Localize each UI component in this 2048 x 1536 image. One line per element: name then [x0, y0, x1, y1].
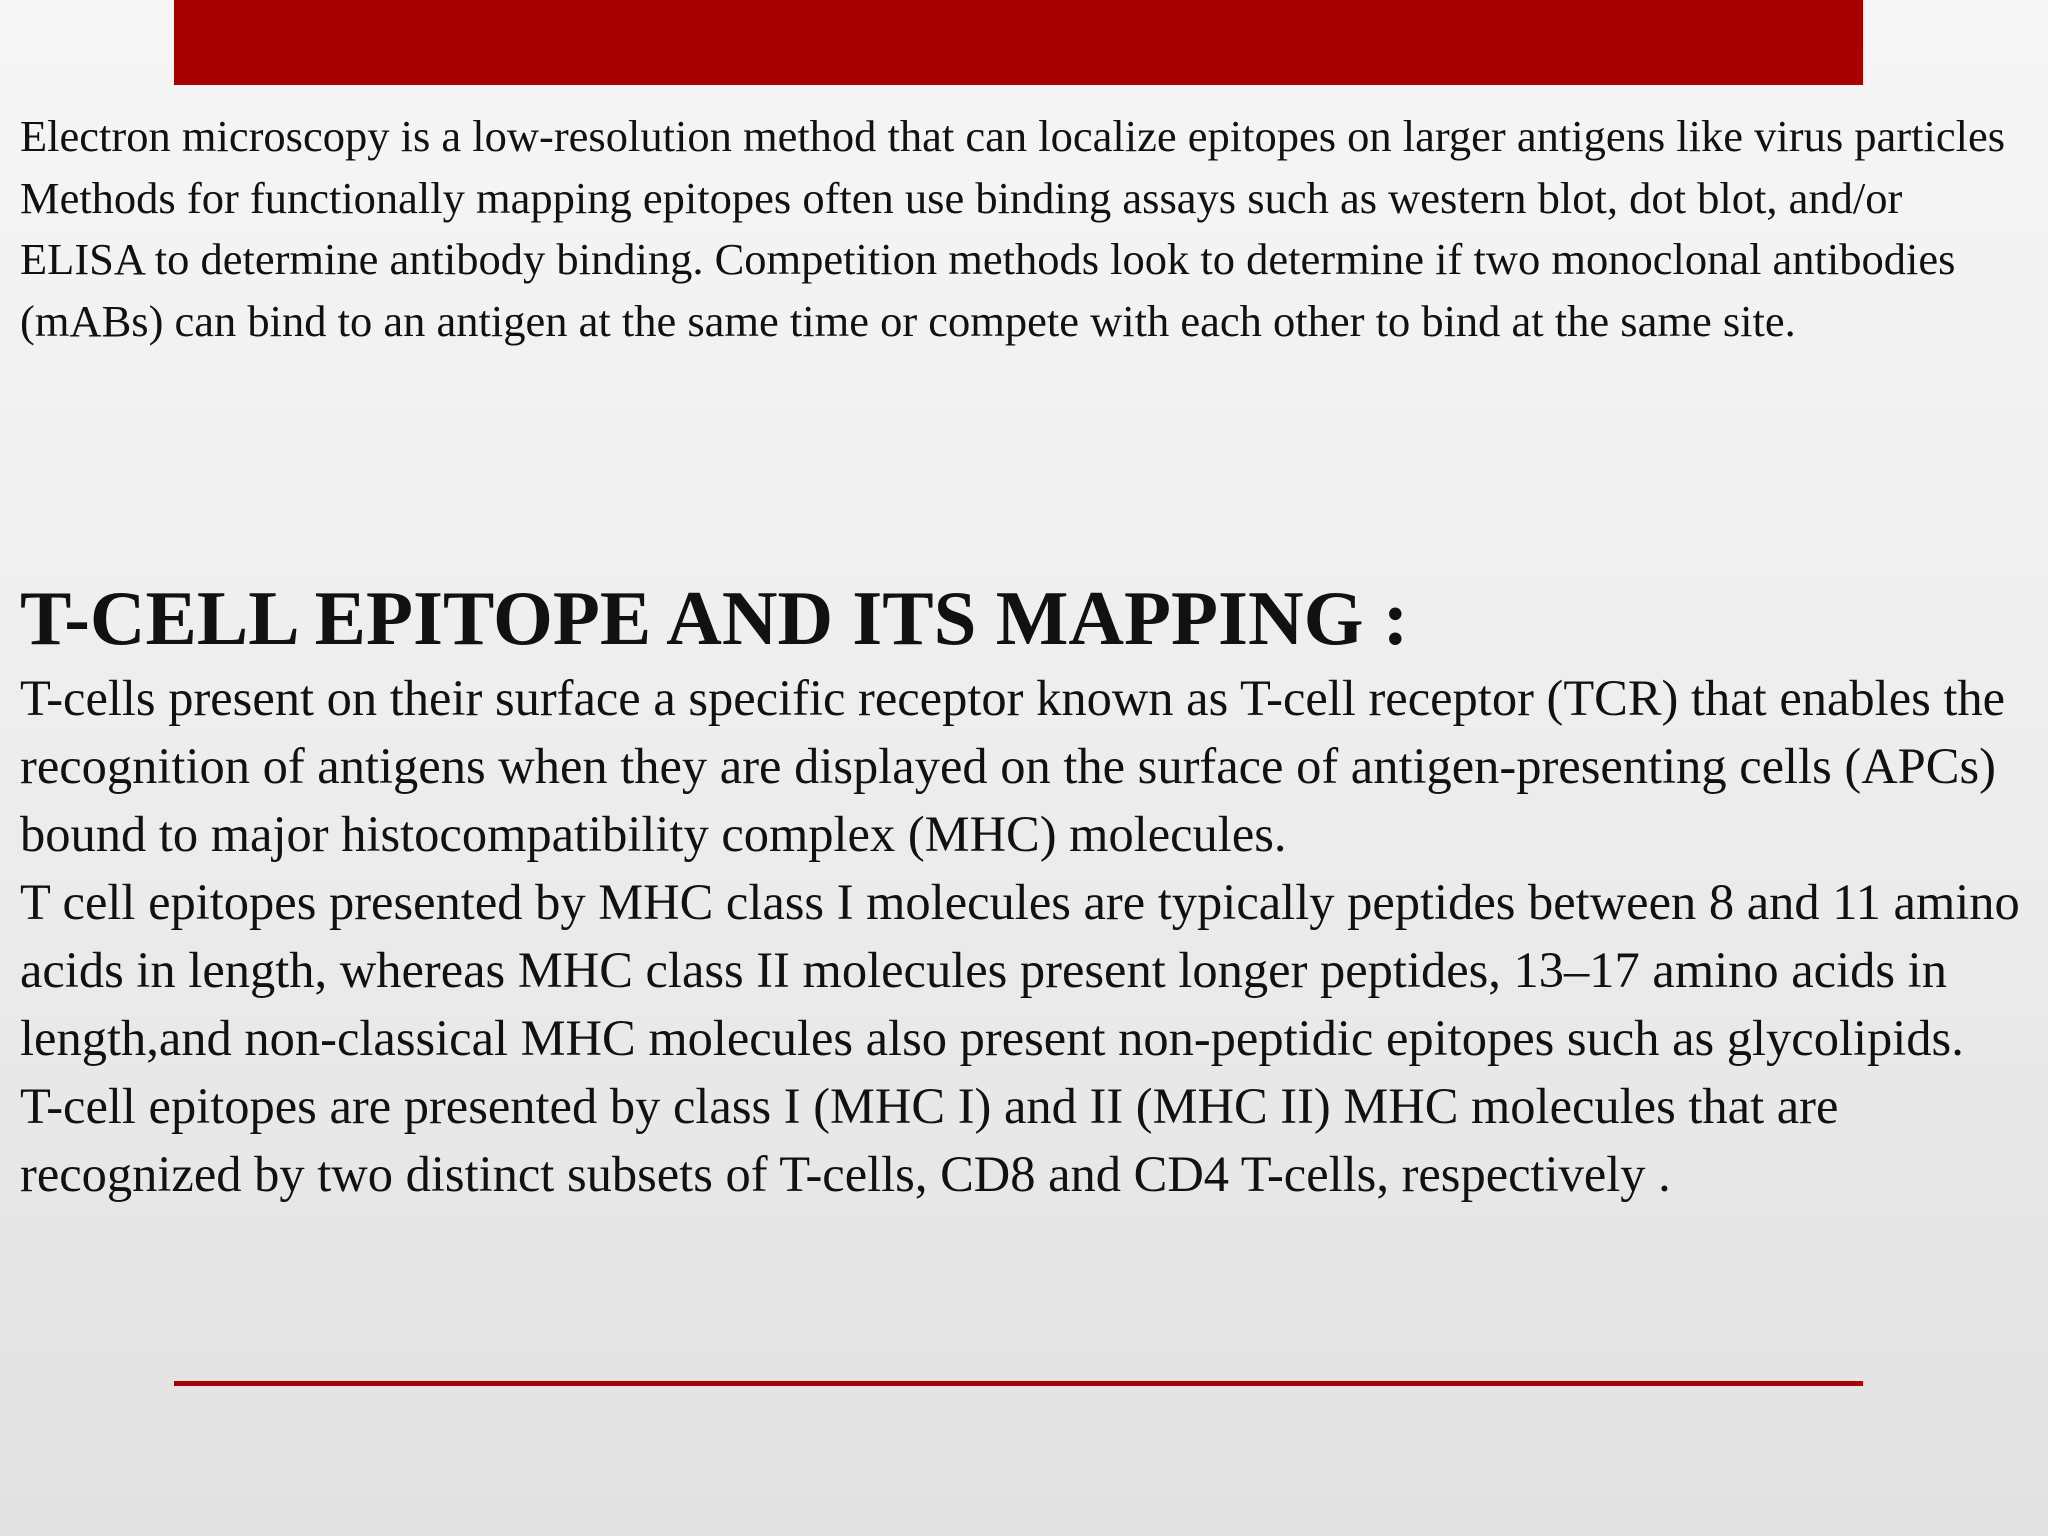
- body-paragraph-t-cell-subsets: T-cell epitopes are presented by class I (MHC I) and II (MHC II) MHC molecules that are recognized by two distinct subsets of T-cells, CD8 and CD4 T-cells, respectively .: [20, 1078, 1839, 1202]
- intro-paragraph-electron-microscopy: Electron microscopy is a low-resolution method that can localize epitopes on larger antigens like virus particles: [20, 111, 2006, 161]
- body-paragraph-tcr: T-cells present on their surface a specific receptor known as T-cell receptor (TCR) that enables the recognition of antigens when they are displayed on the surface of antigen-presenting cells (APCs) bound to major histocompatibility complex (MHC) molecules.: [20, 670, 2006, 862]
- section-body-text: [20, 664, 2040, 1208]
- bottom-accent-rule: [174, 1381, 1863, 1386]
- section-heading: T-CELL EPITOPE AND ITS MAPPING :: [20, 575, 1409, 661]
- intro-paragraph-functional-mapping: Methods for functionally mapping epitopes often use binding assays such as western blot, dot blot, and/or ELISA to determine antibody binding. Competition methods look to determine if two monoclonal antibodies (mABs) can bind to an antigen at the same time or compete with each other to bind at the same site.: [20, 172, 1956, 346]
- intro-text-block: [20, 106, 2030, 352]
- body-paragraph-mhc-classes: T cell epitopes presented by MHC class I molecules are typically peptides between 8 and 11 amino acids in length, whereas MHC class II molecules present longer peptides, 13–17 amino acids in length,and non-classical MHC molecules also present non-peptidic epitopes such as glycolipids.: [20, 874, 2020, 1066]
- top-accent-bar: [174, 0, 1863, 85]
